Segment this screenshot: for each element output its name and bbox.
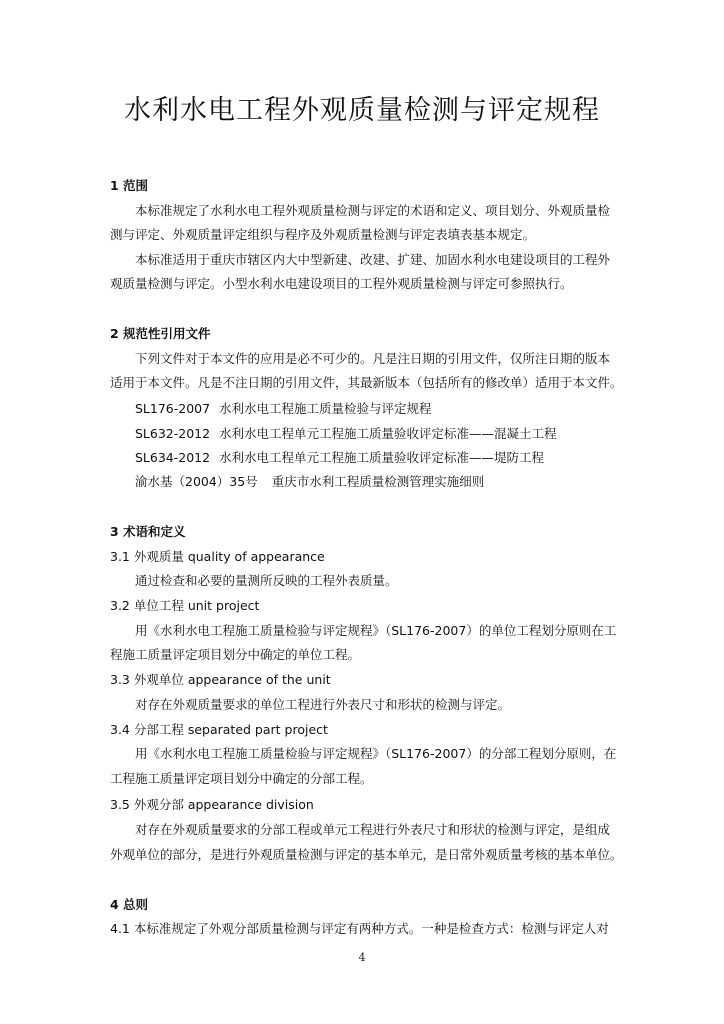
term-3-5-definition: 对存在外观质量要求的分部工程或单元工程进行外表尺寸和形状的检测与评定，是组成 [135,822,611,837]
section-1-paragraph-line: 本标准适用于重庆市辖区内大中型新建、改建、扩建、加固水利水电建设项目的工程外 [135,252,611,267]
reference-item [135,448,544,466]
section-1-paragraph-line: 测与评定、外观质量评定组织与程序及外观质量检测与评定表填表基本规定。 [110,227,536,242]
document-title: 水利水电工程外观质量检测与评定规程 [124,95,600,126]
term-3-3-definition: 对存在外观质量要求的单位工程进行外表尺寸和形状的检测与评定。 [135,697,511,712]
section-2-paragraph-line: 适用于本文件。凡是不注日期的引用文件，其最新版本（包括所有的修改单）适用于本文件。 [110,375,623,390]
section-1-paragraph-line: 观质量检测与评定。小型水利水电建设项目的工程外观质量检测与评定可参照执行。 [110,276,573,291]
section-1-paragraph-line: 本标准规定了水利水电工程外观质量检测与评定的术语和定义、项目划分、外观质量检 [135,203,611,218]
reference-code: SL632-2012 [135,426,211,441]
reference-title: 水利水电工程单元工程施工质量验收评定标准——混凝土工程 [219,426,557,441]
term-3-5-definition: 外观单位的部分，是进行外观质量检测与评定的基本单元，是日常外观质量考核的基本单位。 [110,847,623,862]
reference-code: SL176-2007 [135,401,211,416]
section-1-heading: 1 范围 [110,178,149,193]
term-3-2-definition: 程施工质量评定项目划分中确定的单位工程。 [110,647,361,662]
reference-title: 重庆市水利工程质量检测管理实施细则 [271,474,485,489]
page-number: 4 [358,951,366,964]
term-3-1-heading: 3.1 外观质量 quality of appearance [110,549,325,564]
section-2-heading: 2 规范性引用文件 [110,326,211,341]
term-3-1-definition: 通过检查和必要的量测所反映的工程外表质量。 [135,573,398,588]
term-3-5-heading: 3.5 外观分部 appearance division [110,797,314,812]
reference-item [135,399,432,417]
section-4-paragraph-line: 4.1 本标准规定了外观分部质量检测与评定有两种方式。一种是检查方式：检测与评定人对 [110,921,609,936]
term-3-3-heading: 3.3 外观单位 appearance of the unit [110,672,331,687]
section-3-heading: 3 术语和定义 [110,524,186,539]
term-3-4-definition: 工程施工质量评定项目划分中确定的分部工程。 [110,771,373,786]
term-3-2-definition: 用《水利水电工程施工质量检验与评定规程》（SL176-2007）的单位工程划分原则在工 [135,623,617,638]
section-4-heading: 4 总则 [110,897,149,912]
reference-code: 渝水基（2004）35号 [135,474,258,489]
term-3-4-heading: 3.4 分部工程 separated part project [110,722,328,737]
reference-item [135,472,484,490]
reference-item [135,424,557,442]
section-2-paragraph-line: 下列文件对于本文件的应用是必不可少的。凡是注日期的引用文件，仅所注日期的版本 [135,351,611,366]
term-3-2-heading: 3.2 单位工程 unit project [110,598,260,613]
reference-title: 水利水电工程施工质量检验与评定规程 [219,401,432,416]
reference-title: 水利水电工程单元工程施工质量验收评定标准——堤防工程 [219,450,545,465]
term-3-4-definition: 用《水利水电工程施工质量检验与评定规程》（SL176-2007）的分部工程划分原则，在 [135,746,617,761]
reference-code: SL634-2012 [135,450,211,465]
